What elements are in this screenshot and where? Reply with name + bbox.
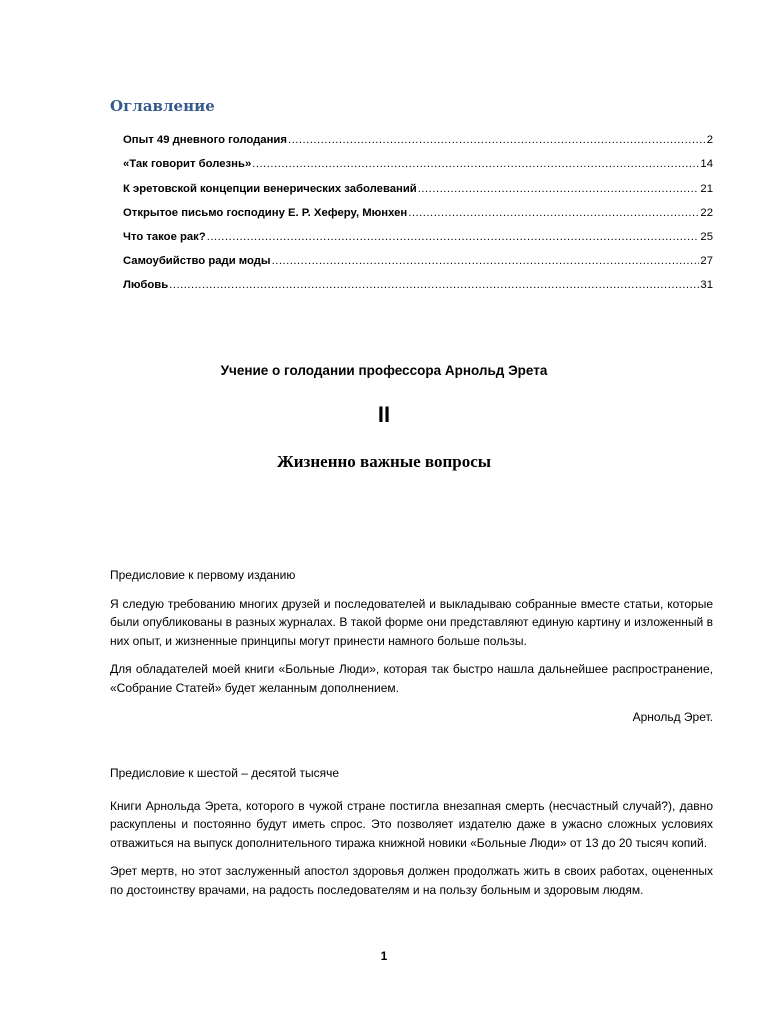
toc-entry[interactable]	[123, 146, 713, 170]
section-heading: Предисловие к первому изданию	[110, 568, 296, 582]
toc-entry-title: Опыт 49 дневного голодания	[123, 134, 287, 147]
toc-entry-page: 25	[700, 230, 713, 243]
toc-entry-title: Что такое рак?	[123, 230, 206, 243]
toc-entry[interactable]	[123, 170, 713, 194]
volume-number: II	[377, 402, 391, 427]
paragraph: Эрет мертв, но этот заслуженный апостол здоровья должен продолжать жить в своих работах, оцененных по достоинству врачами, на радость последователям и на пользу больным и здоровым людям.	[110, 864, 713, 897]
table-of-contents	[123, 122, 713, 291]
toc-leader	[252, 158, 699, 170]
toc-leader	[272, 255, 700, 267]
preface-first-edition	[110, 566, 713, 726]
paragraph: Для обладателей моей книги «Больные Люди», которая так быстро нашла дальнейшее распространение, «Собрание Статей» будет желанным дополнением.	[110, 662, 713, 695]
toc-entry-title: Любовь	[123, 279, 169, 292]
paragraph: Я следую требованию многих друзей и последователей и выкладываю собранные вместе статьи, которые были опубликованы в разных журналах. В такой форме они представляют единую картину и изложенный в них опыт, и жизненные принципы могут принести намного больше пользы.	[110, 596, 713, 648]
toc-entry-page: 27	[700, 255, 713, 268]
toc-entry-title: «Так говорит болезнь»	[123, 158, 252, 171]
toc-leader	[288, 134, 706, 146]
book-title: Учение о голодании профессора Арнольд Эрета	[220, 363, 548, 378]
toc-leader	[207, 231, 700, 243]
toc-leader	[408, 207, 699, 219]
section-heading: Предисловие к шестой – десятой тысяче	[110, 766, 340, 780]
toc-entry-title: Самоубийство ради моды	[123, 255, 271, 268]
toc-entry-page: 2	[706, 134, 713, 147]
preface-sixth-edition	[110, 764, 713, 900]
toc-entry[interactable]	[123, 219, 713, 243]
toc-entry[interactable]	[123, 243, 713, 267]
toc-entry[interactable]	[123, 195, 713, 219]
toc-heading: Оглавление	[110, 97, 215, 115]
toc-entry-title: Открытое письмо господину Е. Р. Хеферу, Мюнхен	[123, 206, 408, 219]
toc-entry-page: 14	[700, 158, 713, 171]
paragraph: Книги Арнольда Эрета, которого в чужой стране постигла внезапная смерть (несчастный случай?), давно раскуплены и постоянно будут иметь спрос. Это позволяет издателю даже в ужасно сложных условиях отважиться на выпуск дополнительного тиража книжной новики «Больные Люди» от 13 до 20 тысяч копий.	[110, 798, 713, 850]
signature: Арнольд Эрет.	[632, 709, 713, 724]
toc-entry-title: К эретовской концепции венерических заболеваний	[123, 182, 417, 195]
toc-entry[interactable]	[123, 122, 713, 146]
toc-leader	[418, 183, 700, 195]
toc-entry[interactable]	[123, 267, 713, 291]
toc-entry-page: 31	[700, 279, 713, 292]
page-number: 1	[380, 949, 388, 963]
toc-entry-page: 21	[700, 182, 713, 195]
book-subtitle: Жизненно важные вопросы	[276, 452, 492, 471]
toc-entry-page: 22	[700, 206, 713, 219]
toc-leader	[169, 279, 699, 291]
